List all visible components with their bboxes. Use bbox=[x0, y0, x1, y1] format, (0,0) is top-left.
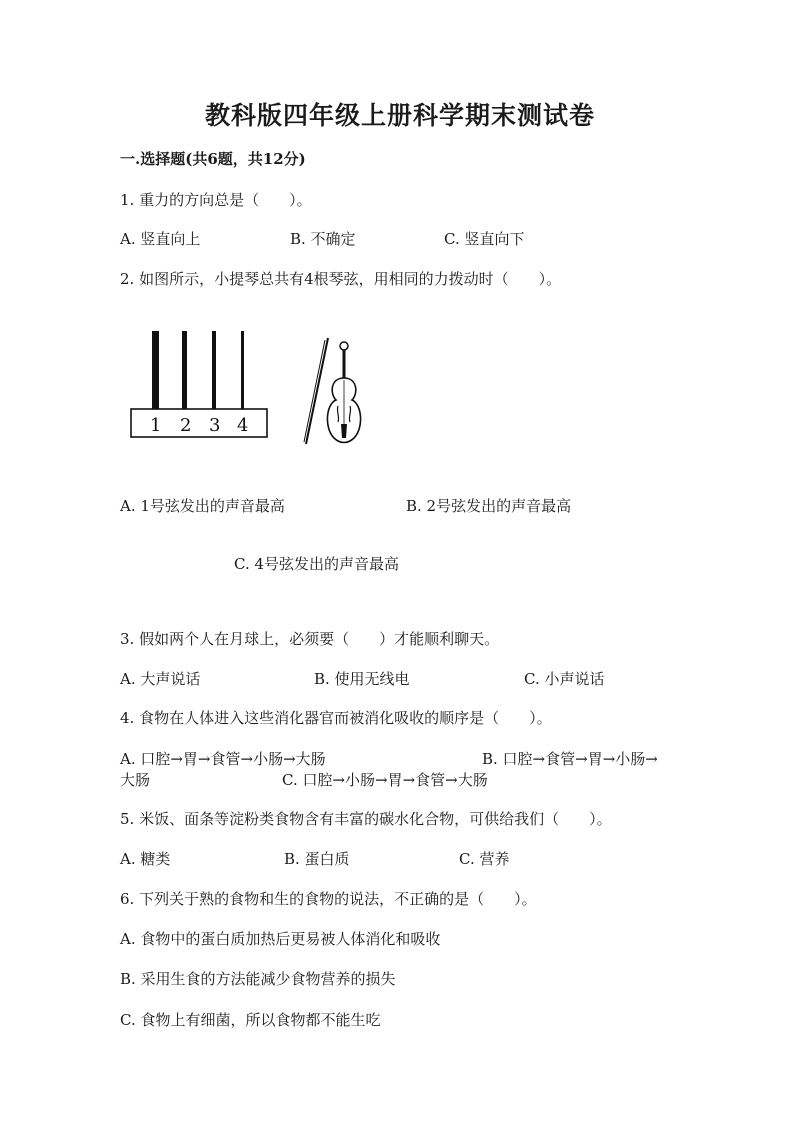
page-title: 教科版四年级上册科学期末测试卷 bbox=[204, 101, 595, 130]
question-3-option-c[interactable]: C. 小声说话 bbox=[524, 670, 605, 688]
question-5-option-a[interactable]: A. 糖类 bbox=[120, 850, 171, 868]
string-4 bbox=[241, 331, 244, 409]
violin-icon bbox=[300, 334, 370, 449]
question-5-option-c[interactable]: C. 营养 bbox=[459, 850, 510, 868]
string-2 bbox=[182, 331, 187, 409]
question-6-stem: 6. 下列关于熟的食物和生的食物的说法，不正确的是（ ）。 bbox=[120, 890, 537, 908]
question-3-stem: 3. 假如两个人在月球上，必须要（ ）才能顺利聊天。 bbox=[120, 630, 500, 648]
question-4-stem: 4. 食物在人体进入这些消化器官而被消化吸收的顺序是（ ）。 bbox=[120, 709, 552, 727]
string-3 bbox=[212, 331, 216, 409]
question-5-stem: 5. 米饭、面条等淀粉类食物含有丰富的碳水化合物，可供给我们（ ）。 bbox=[120, 810, 612, 828]
question-4-option-a[interactable]: A. 口腔→胃→食管→小肠→大肠 bbox=[120, 750, 326, 768]
question-6-option-a[interactable]: A. 食物中的蛋白质加热后更易被人体消化和吸收 bbox=[120, 930, 441, 948]
strings-diagram bbox=[128, 325, 270, 440]
question-6-option-c[interactable]: C. 食物上有细菌，所以食物都不能生吃 bbox=[120, 1011, 381, 1029]
question-4-option-b[interactable]: B. 口腔→食管→胃→小肠→ bbox=[482, 750, 658, 768]
string-label-3: 3 bbox=[209, 415, 221, 436]
question-3-option-b[interactable]: B. 使用无线电 bbox=[314, 670, 410, 688]
question-2-option-a[interactable]: A. 1号弦发出的声音最高 bbox=[120, 497, 285, 515]
question-3-option-a[interactable]: A. 大声说话 bbox=[120, 670, 201, 688]
question-4-option-c[interactable]: C. 口腔→小肠→胃→食管→大肠 bbox=[282, 771, 488, 789]
string-1 bbox=[152, 331, 159, 409]
section-heading: 一.选择题(共6题，共12分) bbox=[120, 150, 306, 168]
question-1-stem: 1. 重力的方向总是（ ）。 bbox=[120, 191, 312, 209]
question-1-option-a[interactable]: A. 竖直向上 bbox=[120, 230, 201, 248]
string-label-1: 1 bbox=[150, 415, 162, 436]
question-1-option-c[interactable]: C. 竖直向下 bbox=[444, 230, 525, 248]
question-6-option-b[interactable]: B. 采用生食的方法能减少食物营养的损失 bbox=[120, 970, 396, 988]
question-5-option-b[interactable]: B. 蛋白质 bbox=[284, 850, 350, 868]
question-1-option-b[interactable]: B. 不确定 bbox=[290, 230, 356, 248]
string-label-2: 2 bbox=[180, 415, 192, 436]
question-2-option-c[interactable]: C. 4号弦发出的声音最高 bbox=[234, 555, 400, 573]
question-2-option-b[interactable]: B. 2号弦发出的声音最高 bbox=[406, 497, 572, 515]
string-label-4: 4 bbox=[237, 415, 249, 436]
question-2-stem: 2. 如图所示，小提琴总共有4根琴弦，用相同的力拨动时（ ）。 bbox=[120, 270, 562, 288]
question-4-option-b-continued[interactable]: 大肠 bbox=[120, 771, 151, 789]
